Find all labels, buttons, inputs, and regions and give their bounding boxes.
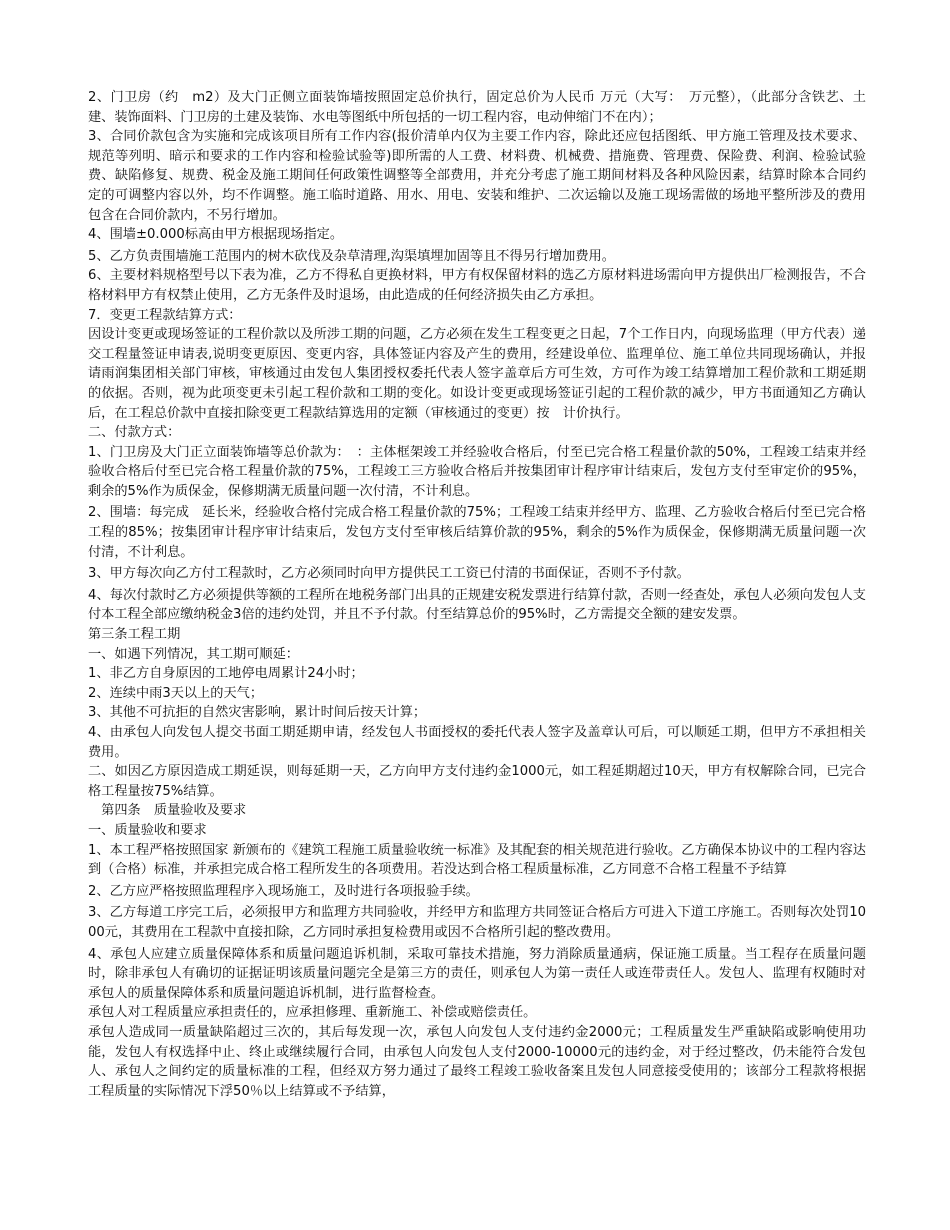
paragraph-extension-conditions: 一、如遇下列情况，其工期可顺延：	[88, 646, 299, 662]
paragraph-invoice: 4、每次付款时乙方必须提供等额的工程所在地税务部门出具的正规建安税发票进行结算付款，否则一经查处，承包人必须向发包人支付本工程全部应缴纳税金3倍的违约处罚，并且不予付款。付至结算总价的95%时，乙方需提交全额的建安发票。	[88, 587, 866, 623]
paragraph-process-inspection: 3、乙方每道工序完工后，必须报甲方和监理方共同验收，并经甲方和监理方共同签证合格后方可进入下道工序施工。否则每次处罚1000元，其费用在工程款中直接扣除，乙方同时承担复检费用或因不合格所引起的整改费用。	[88, 905, 866, 940]
list-item-rain: 2、连续中雨3天以上的天气；	[88, 685, 264, 701]
paragraph-quality-liability: 承包人对工程质量应承担责任的，应承担修理、重新施工、补偿或赔偿责任。	[88, 1005, 537, 1021]
heading-article-3-schedule: 第三条工程工期	[88, 627, 181, 643]
heading-payment-method: 二、付款方式：	[88, 425, 181, 441]
paragraph-wage-guarantee: 3、甲方每次向乙方付工程款时，乙方必须同时向甲方提供民工工资已付清的书面保证，否则不予付款。	[88, 566, 690, 582]
heading-article-4-quality: 第四条 质量验收及要求	[88, 803, 247, 819]
paragraph-change-settlement: 因设计变更或现场签证的工程价款以及所涉工期的问题，乙方必须在发生工程变更之日起，7个工作日内，向现场监理（甲方代表）递交工程量签证申请表,说明变更原因、变更内容，具体签证内容及产生的费用，经建设单位、监理单位、施工单位共同现场确认，并报请雨润集团相关部门审核，审核通过由发包人集团授权委托代表人签字盖章后方可生效，方可作为竣工结算增加工程价款和工期延期的依据。否则，视为此项变更未引起工程价款和工期的变化。如设计变更或现场签证引起的工程价款的减少，甲方书面通知乙方确认后，在工程总价款中直接扣除变更工程款结算选用的定额（审核通过的变更）按 计价执行。	[88, 327, 866, 421]
paragraph-contract-price-scope: 3、合同价款包含为实施和完成该项目所有工作内容(报价清单内仅为主要工作内容，除此还应包括图纸、甲方施工管理及技术要求、规范等列明、暗示和要求的工作内容和检验试验等)即所需的人工费、材料费、机械费、措施费、管理费、保险费、利润、检验试验费、缺陷修复、规费、税金及施工期间任何政策性调整等全部费用，并充分考虑了施工期间材料及各种风险因素，结算时除本合同约定的可调整内容以外，均不作调整。施工临时道路、用水、用电、安装和维护、二次运输以及施工现场需做的场地平整所涉及的费用包含在合同价款内，不另行增加。	[88, 129, 866, 223]
paragraph-payment-wall: 2、围墙：每完成 延长米，经验收合格付完成合格工程量价款的75%；工程竣工结束并经甲方、监理、乙方验收合格后付至已完合格工程的85%；按集团审计程序审计结束后，发包方支付至审核后结算价款的95%，剩余的5%作为质保金，保修期满无质量问题一次付清，不计利息。	[88, 505, 866, 560]
document-page	[88, 88, 866, 1101]
paragraph-payment-gatehouse: 1、门卫房及大门正立面装饰墙等总价款为： ：主体框架竣工并经验收合格后，付至已完合格工程量价款的50%，工程竣工结束并经验收合格后付至已完合格工程量价款的75%，工程竣工三方验收合格后并按集团审计程序审计结束后，发包方支付至审定价的95%，剩余的5%作为质保金，保修期满无质量问题一次付清，不计利息。	[88, 444, 866, 499]
paragraph-defect-penalty: 承包人造成同一质量缺陷超过三次的，其后每发现一次，承包人向发包人支付违约金2000元；工程质量发生严重缺陷或影响使用功能，发包人有权选择中止、终止或继续履行合同，由承包人向发包人支付2000-10000元的违约金，对于经过整改，仍未能符合发包人、承包人之间约定的质量标准的工程，但经双方努力通过了最终工程竣工验收备案且发包人同意接受使用的；该部分工程款将根据工程质量的实际情况下浮50％以上结算或不予结算，	[88, 1024, 866, 1099]
heading-change-settlement: 7．变更工程款结算方式：	[88, 307, 242, 323]
paragraph-materials: 6、主要材料规格型号以下表为准，乙方不得私自更换材料，甲方有权保留材料的选乙方原材料进场需向甲方提供出厂检测报告，不合格材料甲方有权禁止使用，乙方无条件及时退场，由此造成的任何经济损失由乙方承担。	[88, 268, 866, 303]
paragraph-delay-penalty: 二、如因乙方原因造成工期延误，则每延期一天，乙方向甲方支付违约金1000元，如工程延期超过10天，甲方有权解除合同，已完合格工程量按75%结算。	[88, 764, 866, 799]
list-item-extension-request: 4、由承包人向发包人提交书面工期延期申请，经发包人书面授权的委托代表人签字及盖章认可后，可以顺延工期，但甲方不承担相关费用。	[88, 725, 866, 760]
paragraph-supervision: 2、乙方应严格按照监理程序入现场施工，及时进行各项报验手续。	[88, 883, 479, 899]
paragraph-lump-sum-gatehouse: 2、门卫房（约 m2）及大门正侧立面装饰墙按照固定总价执行，固定总价为人民币 万元（大写： 万元整），（此部分含铁艺、土建、装饰面料、门卫房的土建及装饰、水电等图纸中所包括的一切工程内容，电动伸缩门不在内）；	[88, 90, 866, 125]
heading-quality-requirements: 一、质量验收和要求	[88, 822, 207, 838]
paragraph-quality-standard: 1、本工程严格按照国家 新颁布的《建筑工程施工质量验收统一标准》及其配套的相关规范进行验收。乙方确保本协议中的工程内容达到（合格）标准，并承担完成合格工程所发生的各项费用。若没达到合格工程质量标准，乙方同意不合格工程量不予结算	[88, 842, 866, 878]
paragraph-wall-elevation: 4、围墙±0.000标高由甲方根据现场指定。	[88, 227, 344, 243]
list-item-power-outage: 1、非乙方自身原因的工地停电周累计24小时；	[88, 666, 364, 682]
paragraph-quality-system: 4、承包人应建立质量保障体系和质量问题追诉机制，采取可靠技术措施，努力消除质量通病，保证施工质量。当工程存在质量问题时，除非承包人有确切的证据证明该质量问题完全是第三方的责任，则承包人为第一责任人或连带责任人。发包人、监理有权随时对承包人的质量保障体系和质量问题追诉机制，进行监督检查。	[88, 946, 866, 1001]
list-item-force-majeure: 3、其他不可抗拒的自然灾害影响，累计时间后按天计算；	[88, 705, 427, 721]
paragraph-site-clearing: 5、乙方负责围墙施工范围内的树木砍伐及杂草清理,沟渠填埋加固等且不得另行增加费用。	[88, 248, 615, 264]
